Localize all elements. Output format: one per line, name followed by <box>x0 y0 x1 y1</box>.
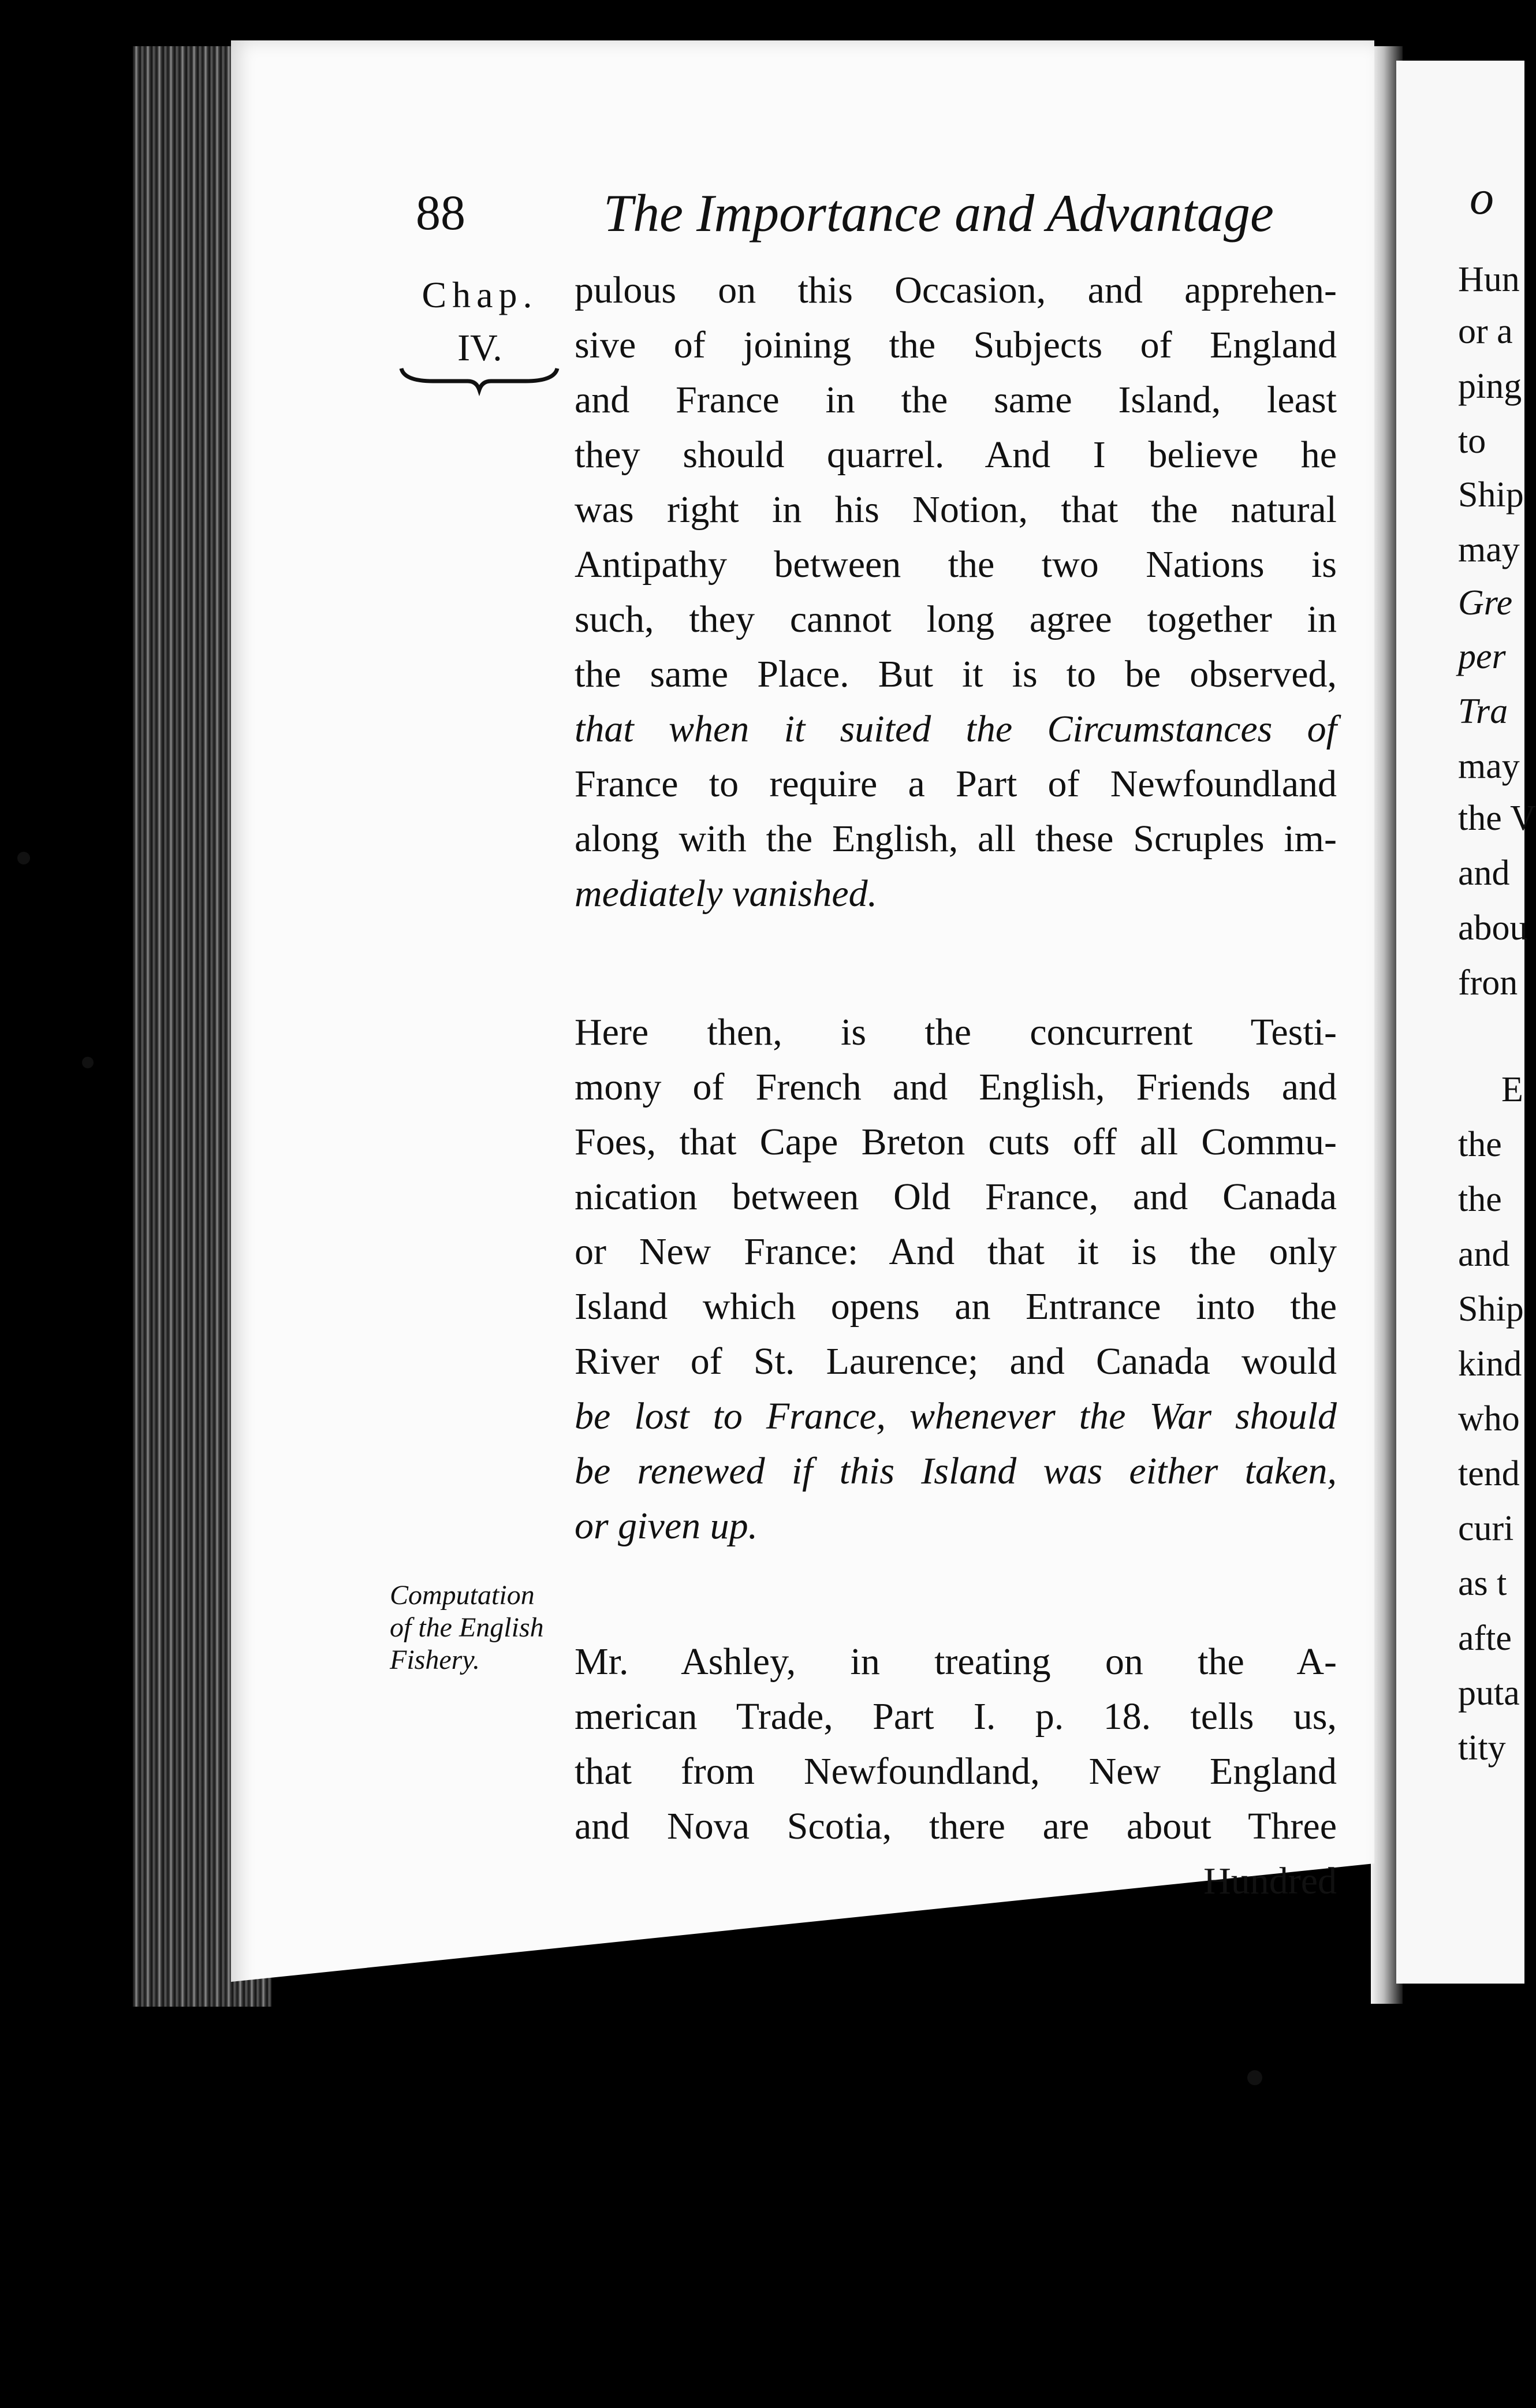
text-line: such, they cannot long agree together in <box>575 598 1337 640</box>
scan-speck <box>82 1057 94 1068</box>
text-line: that from Newfoundland, New England <box>575 1750 1337 1792</box>
text-line: or given up. <box>575 1505 758 1547</box>
chapter-label: Chap. <box>422 274 538 315</box>
facing-line: Tra <box>1458 692 1508 731</box>
main-text <box>575 263 1337 1908</box>
facing-line: to <box>1458 422 1486 461</box>
text-line: Foes, that Cape Breton cuts off all Commu- <box>575 1121 1337 1163</box>
paragraph-gap <box>575 921 1337 1005</box>
page-header <box>416 184 1311 247</box>
facing-line: as t <box>1458 1564 1507 1603</box>
text-line: Antipathy between the two Nations is <box>575 543 1337 586</box>
text-line: Island which opens an Entrance into the <box>575 1285 1337 1328</box>
side-note-line: Computation <box>390 1580 535 1611</box>
facing-line: abou <box>1458 908 1528 948</box>
text-line: and Nova Scotia, there are about Three <box>575 1805 1337 1847</box>
facing-line: Hun <box>1458 260 1520 299</box>
facing-line: afte <box>1458 1619 1512 1658</box>
text-line: Here then, is the concurrent Testi- <box>575 1011 1337 1053</box>
facing-line: Gre <box>1458 583 1513 622</box>
scan-speck <box>17 852 30 864</box>
brace-ornament <box>398 364 560 393</box>
text-line: Mr. Ashley, in treating on the A- <box>575 1641 1337 1683</box>
facing-line: per <box>1458 637 1506 676</box>
chapter-marker <box>396 269 564 375</box>
text-line: that when it suited the Circumstances of <box>575 708 1337 750</box>
facing-line: the V <box>1458 799 1536 838</box>
facing-line: tend <box>1458 1454 1520 1493</box>
facing-line: Ship <box>1458 1289 1524 1329</box>
facing-header-fragment: o <box>1470 171 1494 225</box>
text-line: they should quarrel. And I believe he <box>575 434 1337 476</box>
text-line: be renewed if this Island was either taken, <box>575 1450 1337 1492</box>
paragraph-gap <box>575 1553 1337 1634</box>
page-number: 88 <box>416 185 465 240</box>
text-line: merican Trade, Part I. p. 18. tells us, <box>575 1695 1337 1738</box>
catchword: Hundred <box>1203 1860 1337 1902</box>
facing-line: the <box>1458 1125 1502 1164</box>
text-line: be lost to France, whenever the War should <box>575 1395 1337 1437</box>
facing-line: Ship <box>1458 475 1524 515</box>
text-line: mediately vanished. <box>575 873 878 915</box>
text-line: was right in his Notion, that the natural <box>575 489 1337 531</box>
facing-line: puta <box>1458 1673 1520 1713</box>
side-note-line: Fishery. <box>390 1645 480 1675</box>
facing-line: and <box>1458 853 1510 893</box>
text-line: France to require a Part of Newfoundland <box>575 763 1337 805</box>
side-note-line: of the English <box>390 1612 544 1643</box>
text-line: mony of French and English, Friends and <box>575 1066 1337 1108</box>
text-line: and France in the same Island, least <box>575 379 1337 421</box>
facing-line: the <box>1458 1180 1502 1219</box>
facing-line: ping <box>1458 367 1522 406</box>
side-note <box>390 1579 580 1676</box>
text-line: sive of joining the Subjects of England <box>575 324 1337 366</box>
text-line: pulous on this Occasion, and apprehen- <box>575 269 1337 311</box>
facing-line: or a <box>1458 312 1513 351</box>
facing-line: curi <box>1458 1509 1514 1548</box>
facing-line: fron <box>1458 963 1518 1002</box>
text-line: River of St. Laurence; and Canada would <box>575 1340 1337 1382</box>
facing-line: may <box>1458 747 1520 786</box>
text-line: or New France: And that it is the only <box>575 1231 1337 1273</box>
scan-speck <box>1247 2070 1262 2085</box>
running-head: The Importance and Advantage <box>603 184 1274 243</box>
text-line: nication between Old France, and Canada <box>575 1176 1337 1218</box>
facing-line: kind <box>1458 1344 1522 1384</box>
text-line: along with the English, all these Scruples im- <box>575 818 1337 860</box>
facing-line: E <box>1501 1070 1523 1109</box>
text-line: the same Place. But it is to be observed, <box>575 653 1337 695</box>
facing-line: may <box>1458 530 1520 569</box>
facing-line: and <box>1458 1235 1510 1274</box>
facing-line: who <box>1458 1399 1520 1438</box>
facing-line: tity <box>1458 1728 1506 1768</box>
chapter-number: IV. <box>457 327 502 369</box>
